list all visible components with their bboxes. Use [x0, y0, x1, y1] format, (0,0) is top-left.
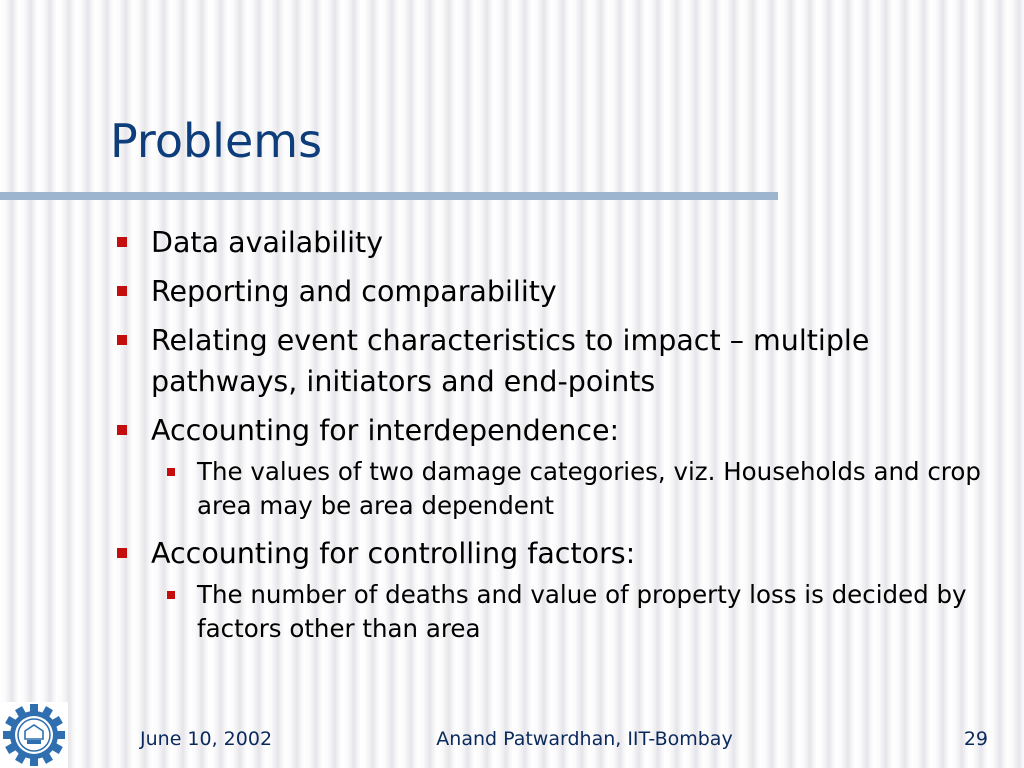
bullet-text: Relating event characteristics to impact – multiple pathways, initiators and end-points	[151, 324, 870, 398]
title-divider	[0, 192, 778, 200]
footer-author: Anand Patwardhan, IIT-Bombay	[436, 728, 733, 750]
square-bullet-icon	[117, 335, 127, 345]
footer-date: June 10, 2002	[140, 728, 273, 750]
bullet-item-relating-event	[110, 320, 990, 402]
square-bullet-icon	[117, 548, 127, 558]
square-bullet-icon	[117, 237, 127, 247]
bullet-item-controlling-factors	[110, 533, 990, 574]
bullet-text: Accounting for interdependence:	[151, 414, 620, 447]
bullet-text: Data availability	[151, 226, 384, 259]
sub-bullet-item-controlling-factors	[151, 578, 990, 646]
square-bullet-icon	[117, 425, 127, 435]
bullet-item-interdependence	[110, 410, 990, 451]
sub-bullet-text: The number of deaths and value of property loss is decided by factors other than area	[197, 580, 967, 643]
sub-bullet-text: The values of two damage categories, viz. Households and crop area may be area dependent	[197, 457, 981, 520]
square-sub-bullet-icon	[167, 468, 175, 476]
slide-title: Problems	[110, 114, 323, 168]
sub-bullet-item-interdependence	[151, 455, 990, 523]
bullet-list	[110, 222, 990, 656]
bullet-item-data-availability	[110, 222, 990, 263]
bullet-item-reporting	[110, 271, 990, 312]
square-sub-bullet-icon	[167, 591, 175, 599]
bullet-text: Reporting and comparability	[151, 275, 557, 308]
slide-page-number: 29	[963, 728, 988, 750]
square-bullet-icon	[117, 286, 127, 296]
bullet-text: Accounting for controlling factors:	[151, 537, 636, 570]
